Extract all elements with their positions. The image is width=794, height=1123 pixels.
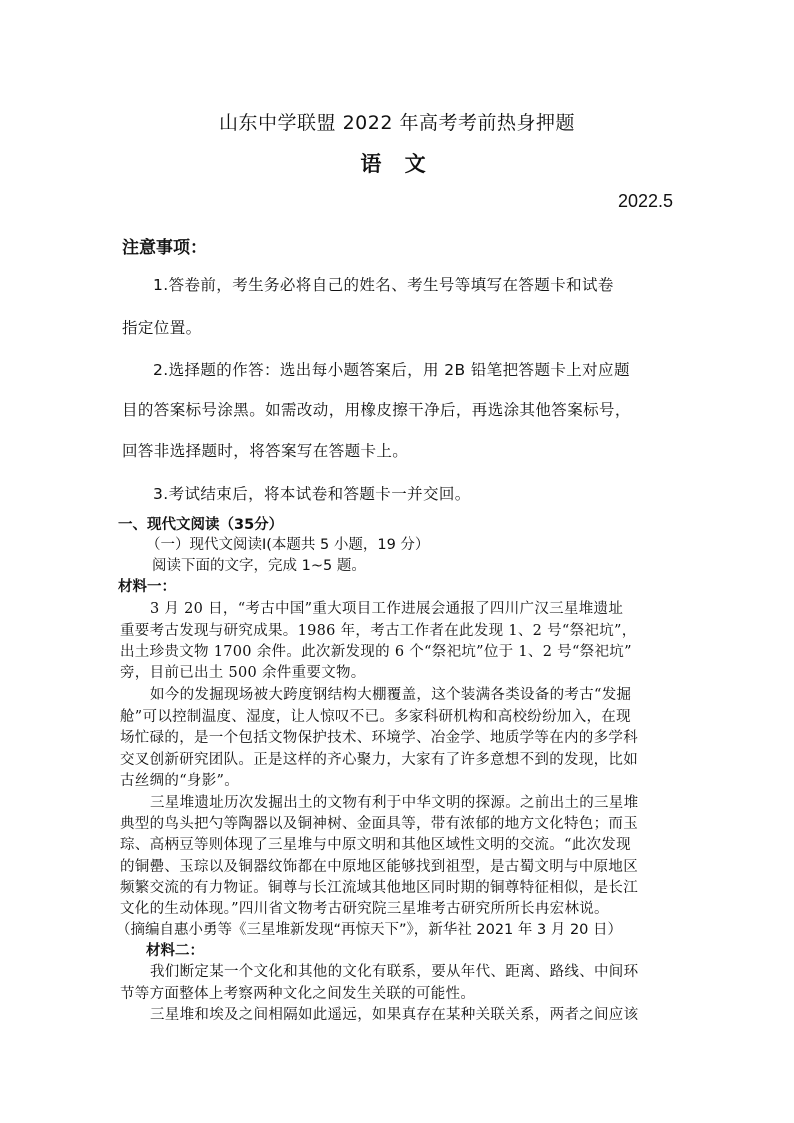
notice-line: 指定位置。 <box>122 319 202 337</box>
material2-line: 我们断定某一个文化和其他的文化有联系，要从年代、距离、路线、中间环 <box>150 964 639 980</box>
material1-label: 材料一： <box>118 579 176 595</box>
exam-date: 2022.5 <box>618 191 674 211</box>
notice-line: 2.选择题的作答：选出每小题答案后，用 2B 铅笔把答题卡上对应题 <box>153 361 630 379</box>
material1-line: 典型的鸟头把勺等陶器以及铜神树、金面具等，带有浓郁的地方文化特色；而玉 <box>120 816 638 832</box>
material1-line: 琮、高柄豆等则体现了三星堆与中原文明和其他区域性文明的交流。“此次发现 <box>120 837 631 853</box>
material1-line: 场忙碌的，是一个包括文物保护技术、环境学、冶金学、地质学等在内的多学科 <box>120 730 638 746</box>
material1-line: 频繁交流的有力物证。铜尊与长江流域其他地区同时期的铜尊特征相似，是长江 <box>120 880 638 896</box>
material1-line: 重要考古发现与研究成果。1986 年，考古工作者在此发现 1、2 号“祭祀坑”， <box>120 623 637 639</box>
material1-line: 交叉创新研究团队。正是这样的齐心聚力，大家有了许多意想不到的发现，比如 <box>120 752 638 768</box>
notice-line: 目的答案标号涂黑。如需改动，用橡皮擦干净后，再选涂其他答案标号， <box>122 401 631 419</box>
material1-line: 古丝绸的“身影”。 <box>120 773 240 789</box>
exam-title: 山东中学联盟 2022 年高考考前热身押题 <box>219 112 575 134</box>
material2-line: 三星堆和埃及之间相隔如此遥远，如果真存在某种关联关系，两者之间应该 <box>150 1007 639 1023</box>
instruction: 阅读下面的文字，完成 1~5 题。 <box>152 558 366 574</box>
section-heading: 一、现代文阅读（35分） <box>118 517 284 533</box>
notice-line: 1.答卷前，考生务必将自己的姓名、考生号等填写在答题卡和试卷 <box>153 276 614 294</box>
notice-heading: 注意事项： <box>122 238 207 258</box>
notice-line: 回答非选择题时，将答案写在答题卡上。 <box>122 442 409 460</box>
material1-line: 出土珍贵文物 1700 余件。此次新发现的 6 个“祭祀坑”位于 1、2 号“祭祀坑” <box>120 644 632 660</box>
material1-line: 舱”可以控制温度、湿度，让人惊叹不已。多家科研机构和高校纷纷加入，在现 <box>120 709 631 725</box>
material1-line: 旁，目前已出土 500 余件重要文物。 <box>120 665 366 681</box>
material1-line: 3 月 20 日，“考古中国”重大项目工作进展会通报了四川广汉三星堆遗址 <box>150 601 624 617</box>
material1-source: （摘编自惠小勇等《三星堆新发现“再惊天下”》，新华社 2021 年 3 月 20 日） <box>116 922 623 938</box>
material2-label: 材料二： <box>146 943 204 959</box>
material1-line: 如今的发掘现场被大跨度钢结构大棚覆盖，这个装满各类设备的考古“发掘 <box>150 687 632 703</box>
subsection-heading: （一）现代文阅读Ⅰ(本题共 5 小题，19 分） <box>146 537 430 553</box>
material1-line: 文化的生动体现。”四川省文物考古研究院三星堆考古研究所所长冉宏林说。 <box>120 901 609 917</box>
subject-title: 语 文 <box>360 152 434 176</box>
material1-line: 的铜罍、玉琮以及铜器纹饰都在中原地区能够找到祖型，是古蜀文明与中原地区 <box>120 859 638 875</box>
material1-line: 三星堆遗址历次发掘出土的文物有利于中华文明的探源。之前出土的三星堆 <box>150 795 639 811</box>
notice-line: 3.考试结束后，将本试卷和答题卡一并交回。 <box>153 485 471 503</box>
material2-line: 节等方面整体上考察两种文化之间发生关联的可能性。 <box>120 986 476 1002</box>
